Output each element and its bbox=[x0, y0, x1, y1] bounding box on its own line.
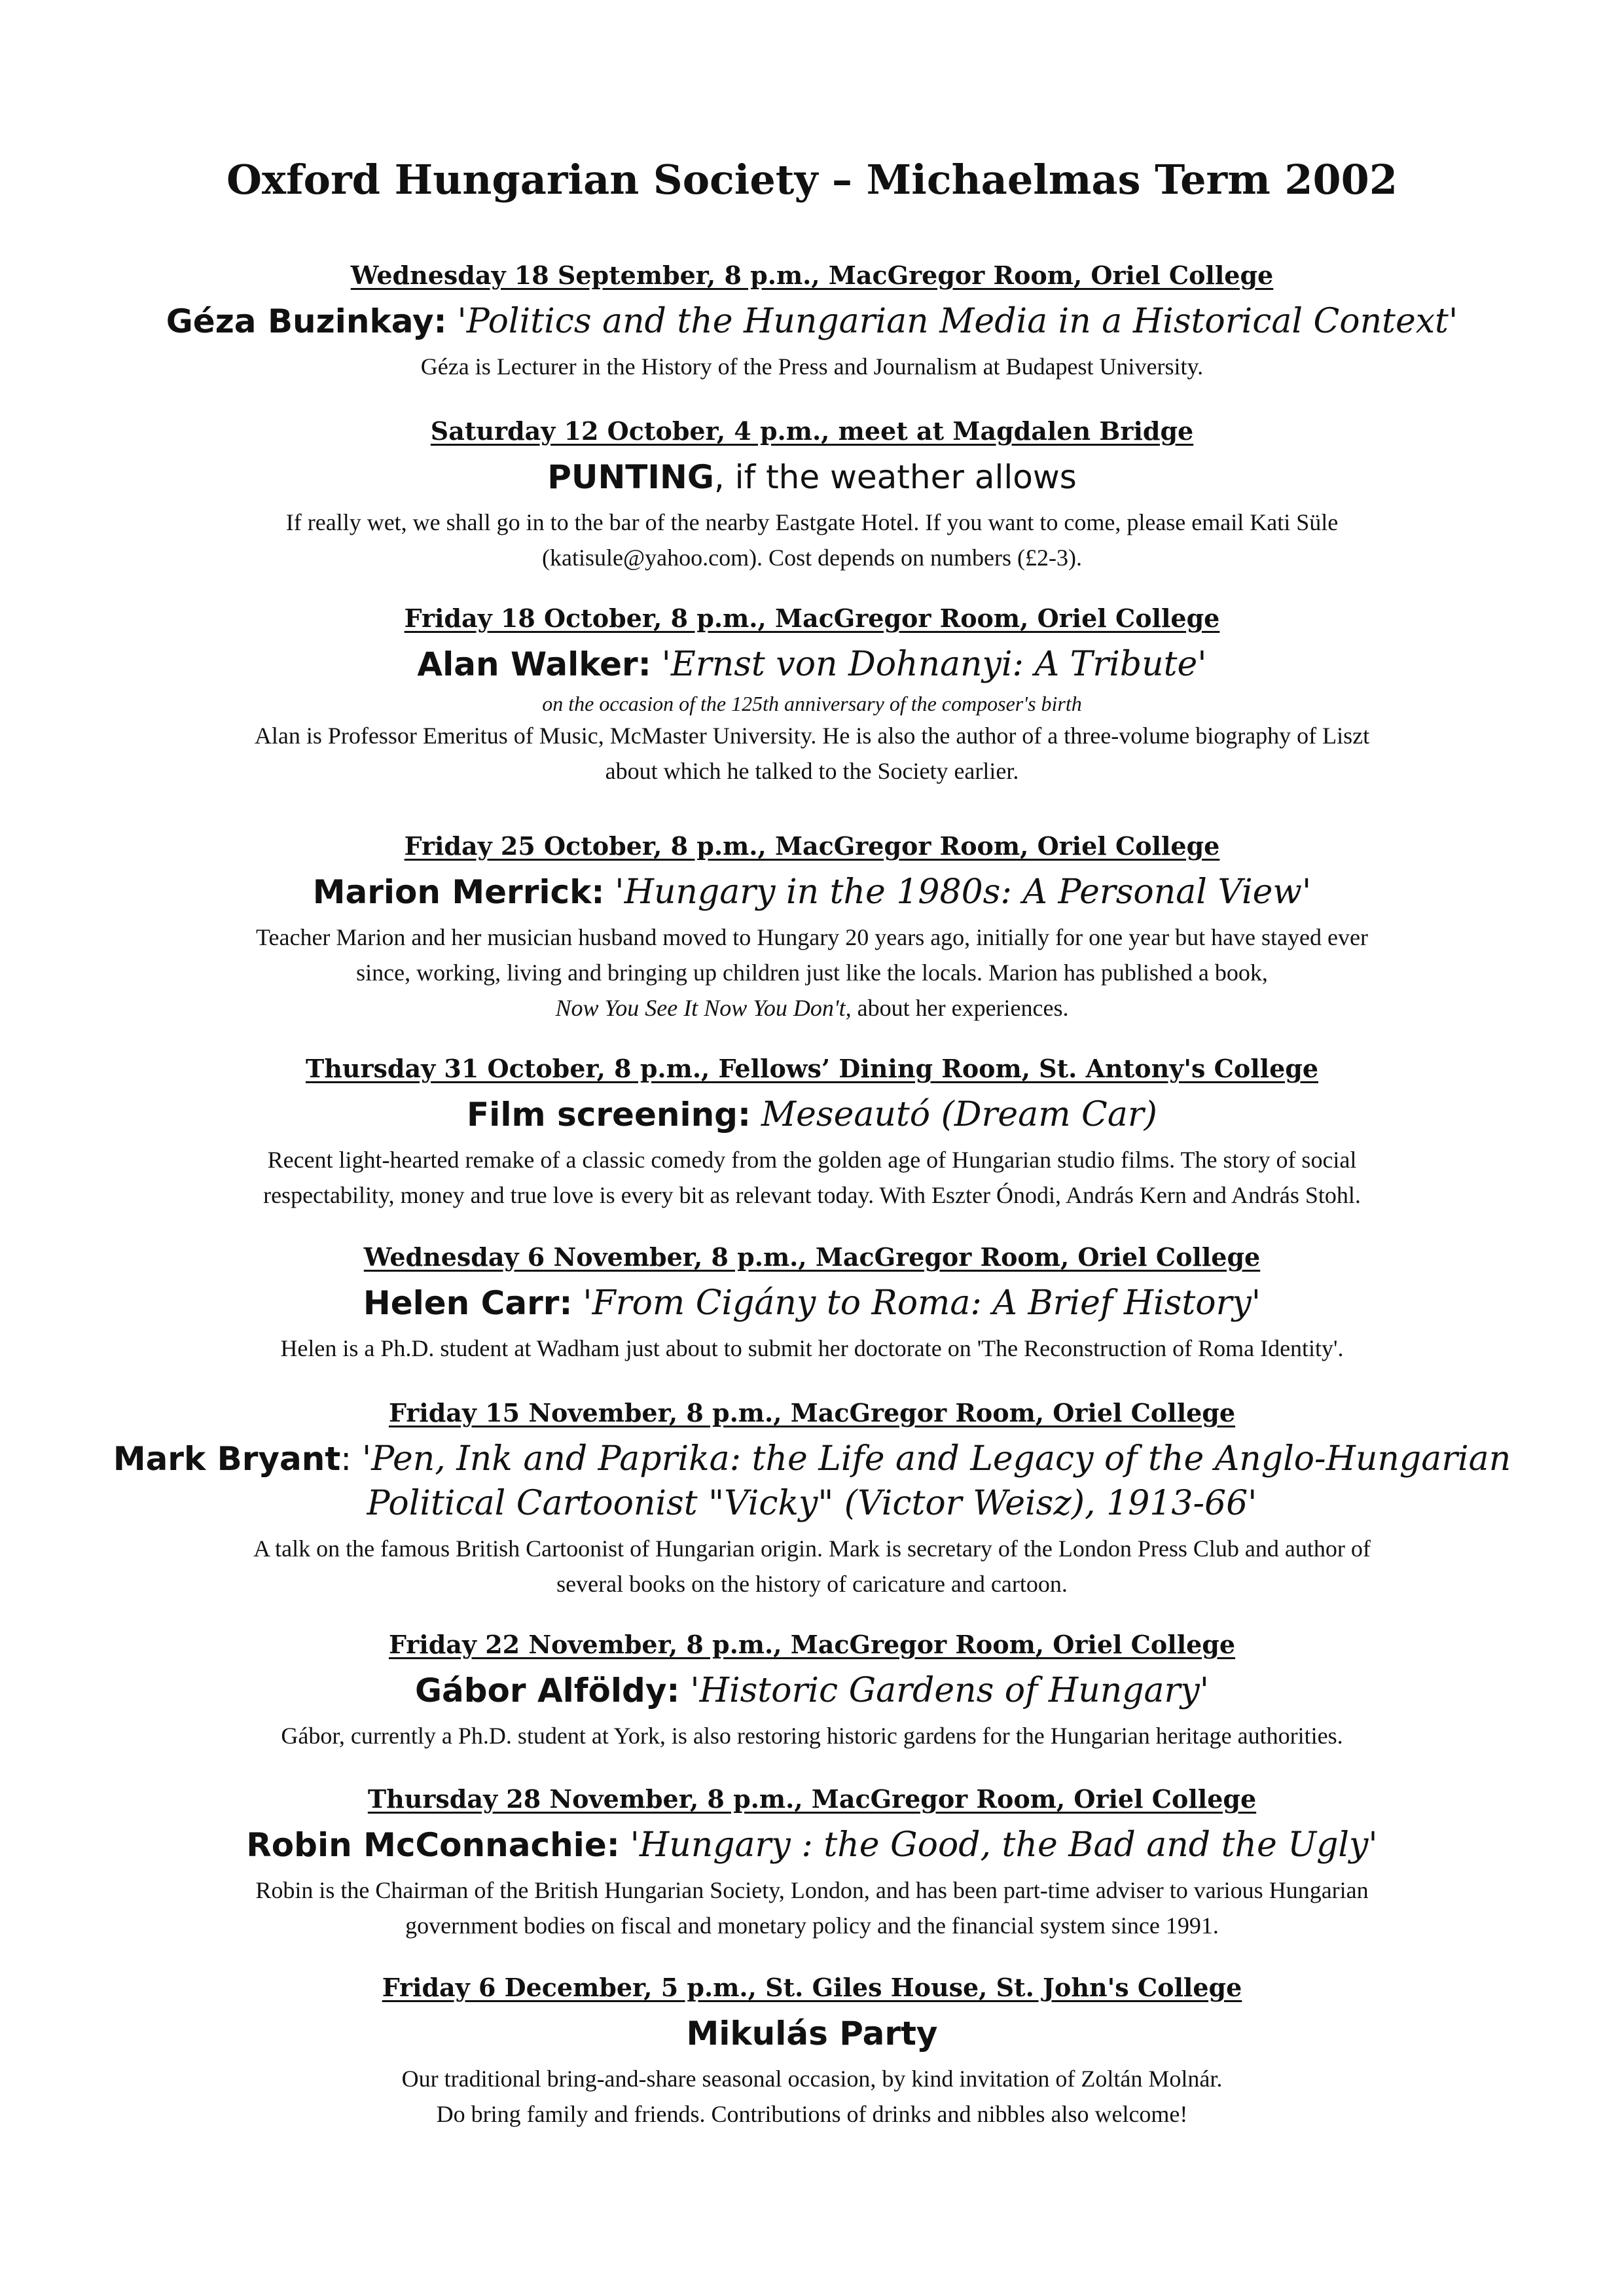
event-title: 'Pen, Ink and Paprika: the Life and Legacy of the Anglo-Hungarian bbox=[362, 1439, 1511, 1479]
description-line: respectability, money and true love is every bit as relevant today. With Eszter Ónodi, András Kern and András Stohl. bbox=[263, 1182, 1361, 1208]
event-title: , if the weather allows bbox=[713, 458, 1077, 496]
book-suffix: about her experiences. bbox=[851, 995, 1069, 1021]
event-date: Saturday 12 October, 4 p.m., meet at Magdalen Bridge bbox=[430, 416, 1194, 446]
description-line: Teacher Marion and her musician husband moved to Hungary 20 years ago, initially for one year but have stayed ever bbox=[256, 924, 1368, 950]
description-line: (katisule@yahoo.com). Cost depends on numbers (£2-3). bbox=[542, 545, 1082, 571]
event-title: Meseautó (Dream Car) bbox=[761, 1095, 1157, 1134]
book-title: Now You See It Now You Don't, bbox=[555, 995, 852, 1021]
description-line: Do bring family and friends. Contributions of drinks and nibbles also welcome! bbox=[436, 2101, 1188, 2127]
event-speaker: Mikulás Party bbox=[686, 2015, 938, 2053]
event-description bbox=[0, 1873, 1624, 1943]
event-item bbox=[0, 1784, 1624, 1943]
event-headline bbox=[0, 1437, 1624, 1526]
event-headline bbox=[0, 870, 1624, 914]
description-line: Recent light-hearted remake of a classic comedy from the golden age of Hungarian studio films. The story of social bbox=[267, 1147, 1357, 1173]
event-description bbox=[0, 1142, 1624, 1213]
event-speaker: Film screening: bbox=[467, 1096, 751, 1134]
event-title: 'From Cigány to Roma: A Brief History' bbox=[583, 1283, 1261, 1323]
description-line: Alan is Professor Emeritus of Music, McMaster University. He is also the author of a three-volume biography of Liszt bbox=[254, 723, 1370, 749]
event-description bbox=[0, 1531, 1624, 1602]
description-line: Our traditional bring-and-share seasonal occasion, by kind invitation of Zoltán Molnár. bbox=[401, 2066, 1223, 2092]
event-speaker: Géza Buzinkay: bbox=[166, 302, 447, 340]
event-speaker: Helen Carr: bbox=[363, 1284, 573, 1322]
event-speaker: Gábor Alföldy: bbox=[414, 1672, 680, 1710]
event-title: 'Ernst von Dohnanyi: A Tribute' bbox=[661, 645, 1207, 684]
description-line: Géza is Lecturer in the History of the Press and Journalism at Budapest University. bbox=[420, 353, 1204, 380]
event-speaker: Alan Walker: bbox=[417, 645, 651, 683]
event-title: 'Politics and the Hungarian Media in a Historical Context' bbox=[457, 302, 1458, 341]
description-line: about which he talked to the Society earlier. bbox=[605, 758, 1019, 784]
event-item bbox=[0, 831, 1624, 1026]
event-date: Friday 22 November, 8 p.m., MacGregor Room, Oriel College bbox=[388, 1630, 1236, 1659]
event-description bbox=[0, 2061, 1624, 2132]
event-description bbox=[0, 1331, 1624, 1366]
event-headline bbox=[0, 455, 1624, 499]
event-headline bbox=[0, 2011, 1624, 2056]
event-item bbox=[0, 603, 1624, 789]
description-line: If really wet, we shall go in to the bar of the nearby Eastgate Hotel. If you want to come, please email Kati Süle bbox=[285, 509, 1339, 535]
event-description bbox=[0, 1718, 1624, 1753]
event-date: Wednesday 6 November, 8 p.m., MacGregor Room, Oriel College bbox=[363, 1242, 1261, 1272]
event-speaker: PUNTING bbox=[547, 458, 714, 496]
page-title: Oxford Hungarian Society – Michaelmas Term 2002 bbox=[226, 156, 1398, 204]
event-date: Thursday 31 October, 8 p.m., Fellows’ Dining Room, St. Antony's College bbox=[305, 1054, 1318, 1083]
event-title-line2: Political Cartoonist "Vicky" (Victor Weisz), 1913-66' bbox=[367, 1484, 1257, 1523]
description-line: Helen is a Ph.D. student at Wadham just about to submit her doctorate on 'The Reconstruction of Roma Identity'. bbox=[280, 1335, 1344, 1361]
event-headline bbox=[0, 642, 1624, 687]
event-headline bbox=[0, 1823, 1624, 1867]
event-item bbox=[0, 260, 1624, 384]
description-line: A talk on the famous British Cartoonist of Hungarian origin. Mark is secretary of the London Press Club and author of bbox=[253, 1535, 1371, 1562]
event-item bbox=[0, 1242, 1624, 1366]
event-item bbox=[0, 416, 1624, 575]
event-item bbox=[0, 1054, 1624, 1213]
event-date: Friday 6 December, 5 p.m., St. Giles House, St. John's College bbox=[382, 1973, 1242, 2002]
event-speaker: Robin McConnachie: bbox=[246, 1826, 620, 1864]
description-line bbox=[0, 990, 1624, 1026]
event-description bbox=[0, 718, 1624, 789]
event-speaker: Mark Bryant bbox=[113, 1440, 341, 1478]
event-headline bbox=[0, 1668, 1624, 1713]
event-headline bbox=[0, 1281, 1624, 1325]
event-date: Thursday 28 November, 8 p.m., MacGregor Room, Oriel College bbox=[367, 1784, 1257, 1814]
event-date: Friday 25 October, 8 p.m., MacGregor Room, Oriel College bbox=[404, 831, 1220, 861]
event-date: Friday 15 November, 8 p.m., MacGregor Room, Oriel College bbox=[388, 1398, 1236, 1427]
event-date: Wednesday 18 September, 8 p.m., MacGregor Room, Oriel College bbox=[350, 260, 1274, 290]
event-occasion: on the occasion of the 125th anniversary of the composer's birth bbox=[542, 692, 1082, 715]
event-description bbox=[0, 349, 1624, 384]
description-line: Gábor, currently a Ph.D. student at York, is also restoring historic gardens for the Hungarian heritage authorities. bbox=[281, 1723, 1343, 1749]
speaker-colon: : bbox=[340, 1440, 352, 1478]
event-description bbox=[0, 505, 1624, 575]
event-title: 'Hungary in the 1980s: A Personal View' bbox=[615, 872, 1312, 912]
event-speaker: Marion Merrick: bbox=[312, 873, 605, 911]
description-line: several books on the history of caricature and cartoon. bbox=[556, 1571, 1068, 1597]
description-line: Robin is the Chairman of the British Hungarian Society, London, and has been part-time adviser to various Hungarian bbox=[255, 1877, 1369, 1903]
description-line: since, working, living and bringing up children just like the locals. Marion has published a book, bbox=[356, 960, 1268, 986]
event-item bbox=[0, 1630, 1624, 1753]
event-headline bbox=[0, 299, 1624, 344]
event-description bbox=[0, 920, 1624, 1026]
event-item bbox=[0, 1398, 1624, 1602]
event-title: 'Historic Gardens of Hungary' bbox=[690, 1671, 1210, 1710]
event-date: Friday 18 October, 8 p.m., MacGregor Room, Oriel College bbox=[404, 603, 1220, 633]
event-title: 'Hungary : the Good, the Bad and the Ugly' bbox=[630, 1825, 1378, 1865]
description-line: government bodies on fiscal and monetary policy and the financial system since 1991. bbox=[405, 1912, 1219, 1939]
event-item bbox=[0, 1973, 1624, 2132]
event-headline bbox=[0, 1092, 1624, 1137]
